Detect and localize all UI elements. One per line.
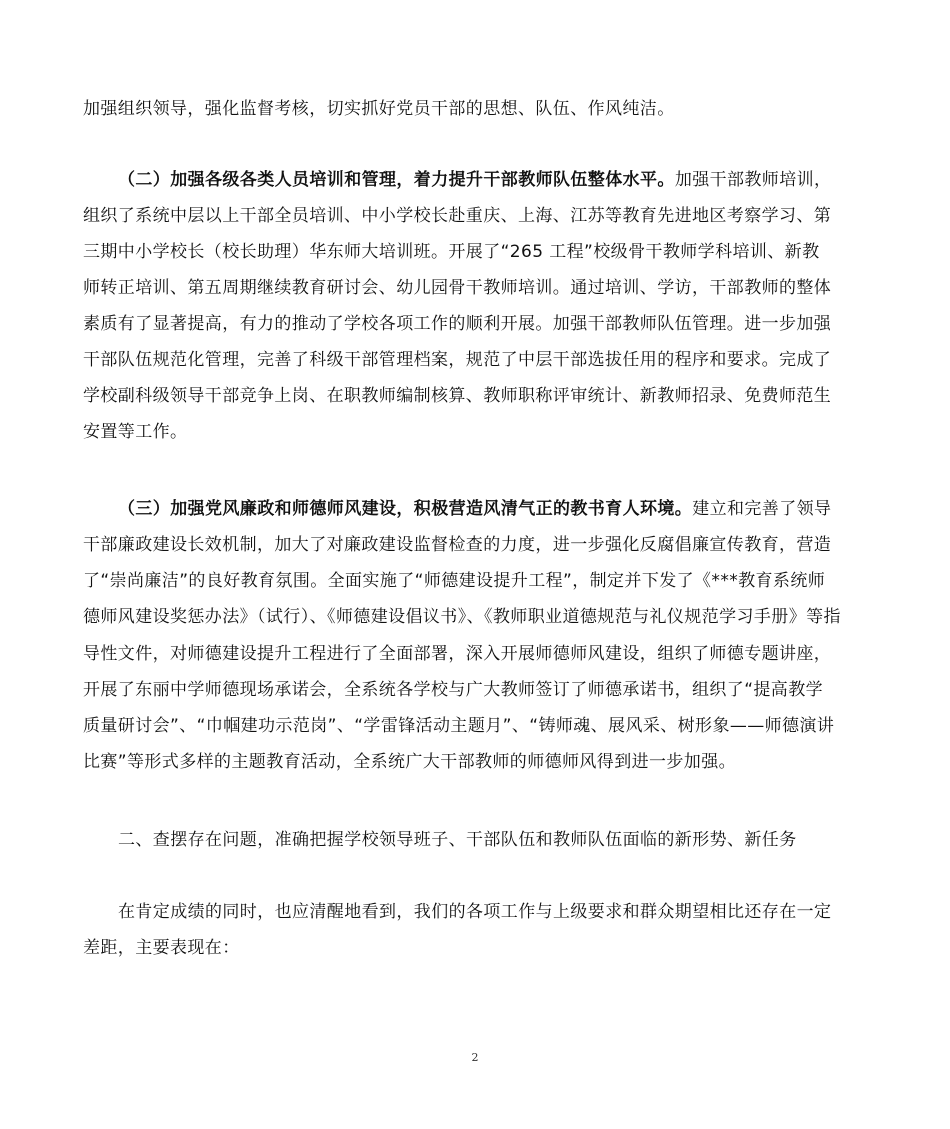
section-heading: （三）加强党风廉政和师德师风建设，积极营造风清气正的教书育人环境。	[118, 499, 693, 519]
text-line: 加强组织领导，强化监督考核，切实抓好党员干部的思想、队伍、作风纯洁。	[83, 99, 675, 119]
text-line: 安置等工作。	[83, 422, 188, 442]
text-line: 师转正培训、第五周期继续教育研讨会、幼儿园骨干教师培训。通过培训、学访，干部教师的整体	[83, 278, 832, 298]
text-line: 干部廉政建设长效机制，加大了对廉政建设监督检查的力度，进一步强化反腐倡廉宣传教育，营造	[83, 535, 832, 555]
text-line: 素质有了显著提高，有力的推动了学校各项工作的顺利开展。加强干部教师队伍管理。进一步加强	[83, 314, 832, 334]
text-line: 组织了系统中层以上干部全员培训、中小学校长赴重庆、上海、江苏等教育先进地区考察学习、第	[83, 206, 832, 226]
section-title: 二、查摆存在问题，准确把握学校领导班子、干部队伍和教师队伍面临的新形势、新任务	[118, 830, 797, 850]
text-line: 比赛”等形式多样的主题教育活动，全系统广大干部教师的师德师风得到进一步加强。	[83, 752, 737, 772]
text-line	[118, 498, 831, 520]
page-number: 2	[471, 1051, 479, 1064]
text-run: 加强干部教师培训，	[674, 170, 832, 190]
text-run: 建立和完善了领导	[692, 499, 832, 519]
text-line	[118, 169, 831, 191]
text-line: 三期中小学校长（校长助理）华东师大培训班。开展了“265 工程”校级骨干教师学科培训、新教	[83, 242, 820, 262]
text-line: 学校副科级领导干部竞争上岗、在职教师编制核算、教师职称评审统计、新教师招录、免费师范生	[83, 386, 832, 406]
text-line: 差距，主要表现在：	[83, 938, 240, 958]
text-line: 德师风建设奖惩办法》（试行）、《师德建设倡议书》、《教师职业道德规范与礼仪规范学习手册》等指	[83, 607, 841, 627]
text-line: 了“崇尚廉洁”的良好教育氛围。全面实施了“师德建设提升工程”，制定并下发了《***教育系统师	[83, 571, 826, 591]
text-line: 在肯定成绩的同时，也应清醒地看到，我们的各项工作与上级要求和群众期望相比还存在一定	[118, 902, 832, 922]
text-line: 质量研讨会”、“巾帼建功示范岗”、“学雷锋活动主题月”、“铸师魂、展风采、树形象——师德演讲	[83, 716, 835, 736]
text-line: 干部队伍规范化管理，完善了科级干部管理档案，规范了中层干部选拔任用的程序和要求。完成了	[83, 350, 832, 370]
section-heading: （二）加强各级各类人员培训和管理，着力提升干部教师队伍整体水平。	[118, 170, 675, 190]
text-line: 导性文件，对师德建设提升工程进行了全面部署，深入开展师德师风建设，组织了师德专题讲座，	[83, 644, 832, 664]
text-line: 开展了东丽中学师德现场承诺会，全系统各学校与广大教师签订了师德承诺书，组织了“提高教学	[83, 680, 824, 700]
